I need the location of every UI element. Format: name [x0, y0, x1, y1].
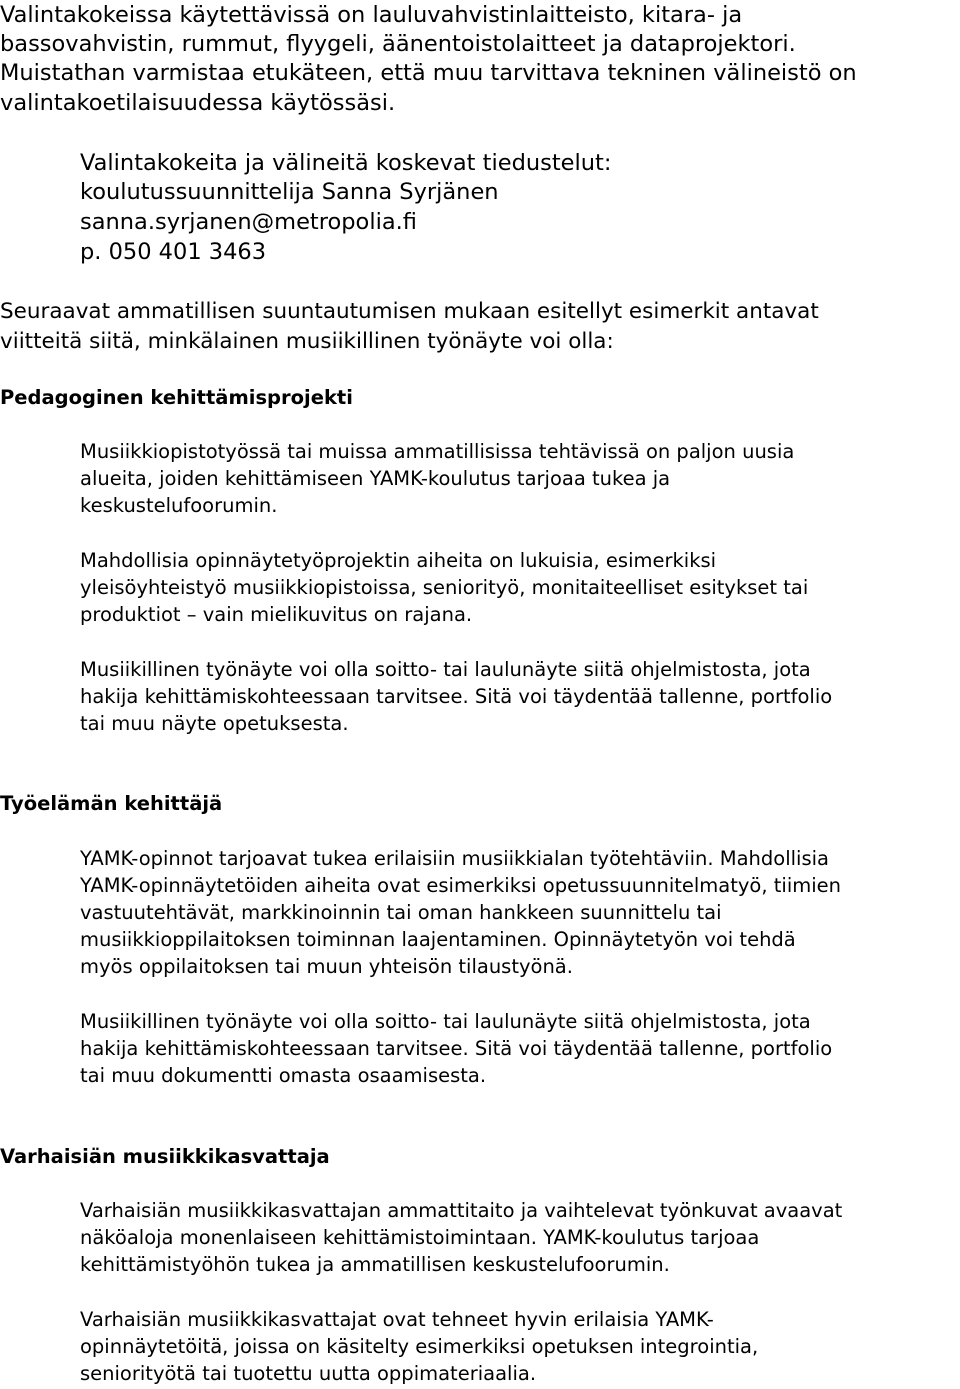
paragraph-line: seniorityötä tai tuotettu uutta oppimateriaalia. — [80, 1362, 537, 1385]
paragraph-line: opinnäytetöitä, joissa on käsitelty esimerkiksi opetuksen integrointia, — [80, 1335, 759, 1358]
paragraph-line: vastuutehtävät, markkinoinnin tai oman hankkeen suunnittelu tai — [80, 901, 722, 924]
paragraph-line: hakija kehittämiskohteessaan tarvitsee. Sitä voi täydentää tallenne, portfolio — [80, 685, 833, 708]
intro-line: Valintakokeissa käytettävissä on lauluvahvistinlaitteisto, kitara- ja — [0, 2, 743, 28]
paragraph-line: alueita, joiden kehittämiseen YAMK-koulutus tarjoaa tukea ja — [80, 467, 671, 490]
paragraph-line: tai muu dokumentti omasta osaamisesta. — [80, 1064, 487, 1087]
paragraph-line: musiikkioppilaitoksen toiminnan laajentaminen. Opinnäytetyön voi tehdä — [80, 928, 796, 951]
paragraph-line: Varhaisiän musiikkikasvattajat ovat tehneet hyvin erilaisia YAMK- — [80, 1308, 714, 1331]
paragraph-line: keskustelufoorumin. — [80, 494, 278, 517]
lead-line: Seuraavat ammatillisen suuntautumisen mukaan esitellyt esimerkit antavat — [0, 299, 819, 324]
paragraph-line: Musiikillinen työnäyte voi olla soitto- tai laulunäyte siitä ohjelmistosta, jota — [80, 1010, 811, 1033]
paragraph-line: yleisöyhteistyö musiikkiopistoissa, seniorityö, monitaiteelliset esitykset tai — [80, 576, 809, 599]
contact-heading: Valintakokeita ja välineitä koskevat tiedustelut: — [80, 150, 612, 176]
paragraph-line: kehittämistyöhön tukea ja ammatillisen keskustelufoorumin. — [80, 1253, 670, 1276]
paragraph-line: Musiikillinen työnäyte voi olla soitto- tai laulunäyte siitä ohjelmistosta, jota — [80, 658, 811, 681]
intro-line: bassovahvistin, rummut, flyygeli, äänentoistolaitteet ja dataprojektori. — [0, 31, 796, 57]
paragraph-line: näköaloja monenlaiseen kehittämistoimintaan. YAMK-koulutus tarjoaa — [80, 1226, 760, 1249]
intro-line: valintakoetilaisuudessa käytössäsi. — [0, 90, 396, 116]
paragraph-line: YAMK-opinnot tarjoavat tukea erilaisiin musiikkialan työtehtäviin. Mahdollisia — [80, 847, 829, 870]
paragraph-line: hakija kehittämiskohteessaan tarvitsee. Sitä voi täydentää tallenne, portfolio — [80, 1037, 833, 1060]
paragraph-line: Varhaisiän musiikkikasvattajan ammattitaito ja vaihtelevat työnkuvat avaavat — [80, 1199, 843, 1222]
contact-phone: p. 050 401 3463 — [80, 239, 267, 265]
intro-line: Muistathan varmistaa etukäteen, että muu tarvittava tekninen välineistö on — [0, 60, 857, 86]
paragraph-line: produktiot – vain mielikuvitus on rajana. — [80, 603, 473, 626]
paragraph-line: Mahdollisia opinnäytetyöprojektin aiheita on lukuisia, esimerkiksi — [80, 549, 717, 572]
section-heading: Varhaisiän musiikkikasvattaja — [0, 1145, 330, 1168]
paragraph-line: YAMK-opinnäytetöiden aiheita ovat esimerkiksi opetussuunnitelmatyö, tiimien — [80, 874, 842, 897]
paragraph-line: myös oppilaitoksen tai muun yhteisön tilaustyönä. — [80, 955, 573, 978]
section-heading: Työelämän kehittäjä — [0, 792, 223, 815]
paragraph-line: tai muu näyte opetuksesta. — [80, 712, 349, 735]
section-heading: Pedagoginen kehittämisprojekti — [0, 386, 353, 409]
contact-email: sanna.syrjanen@metropolia.fi — [80, 209, 417, 235]
contact-person: koulutussuunnittelija Sanna Syrjänen — [80, 179, 499, 205]
lead-line: viitteitä siitä, minkälainen musiikillinen työnäyte voi olla: — [0, 329, 614, 354]
paragraph-line: Musiikkiopistotyössä tai muissa ammatillisissa tehtävissä on paljon uusia — [80, 440, 795, 463]
